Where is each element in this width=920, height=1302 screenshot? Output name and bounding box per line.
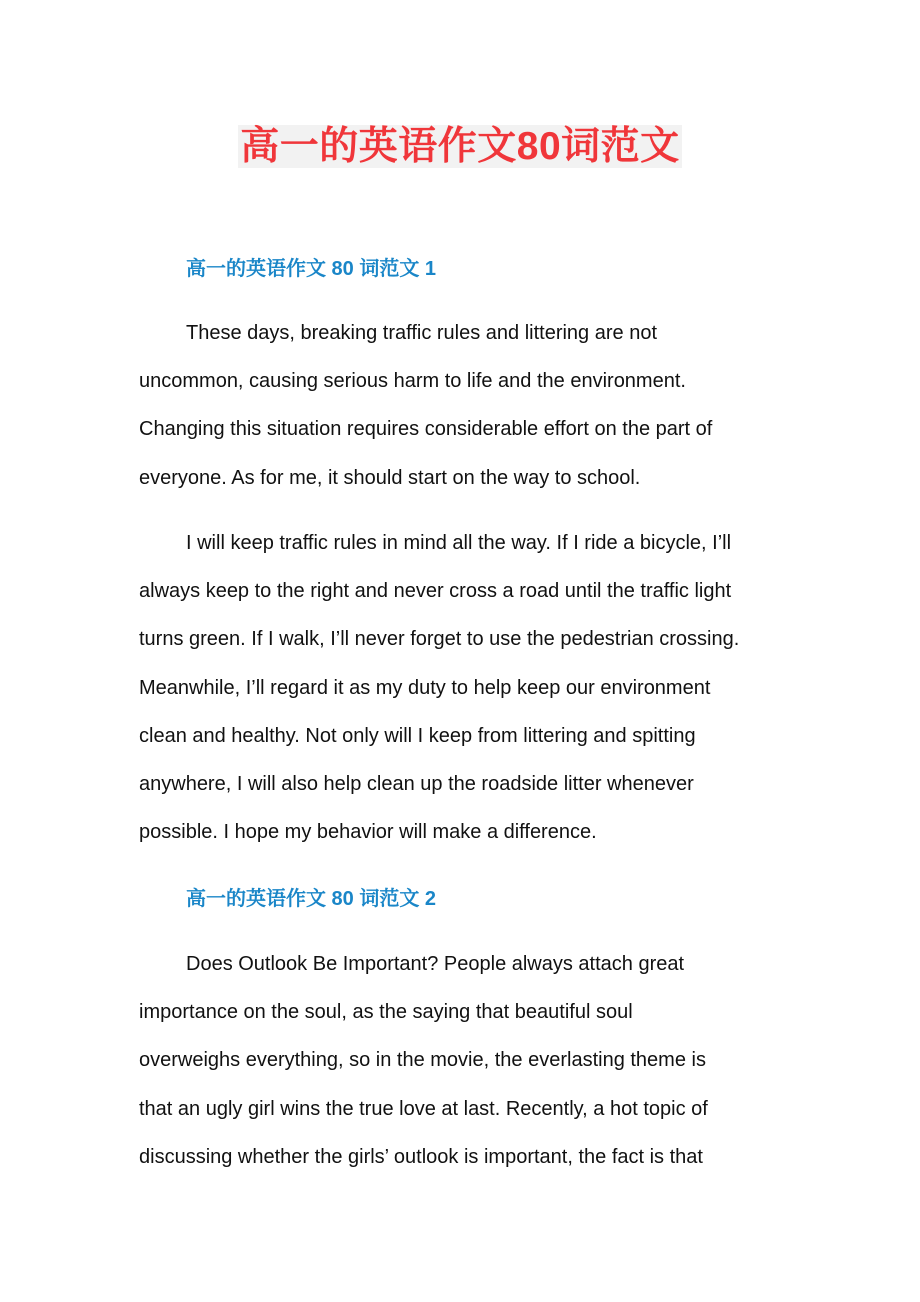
text-line: discussing whether the girls’ outlook is important, the fact is that [139,1145,703,1168]
text-line: overweighs everything, so in the movie, the everlasting theme is [139,1049,706,1072]
text-line: possible. I hope my behavior will make a difference. [139,821,597,844]
section-2-heading: 高一的英语作文 80 词范文 2 [186,888,437,910]
text-line: Changing this situation requires considerable effort on the part of [139,418,713,441]
section-1-paragraph-1 [139,309,799,502]
text-line: that an ugly girl wins the true love at last. Recently, a hot topic of [139,1097,708,1120]
section-1-paragraph-2 [139,519,799,856]
text-line: Does Outlook Be Important? People always attach great [186,953,685,975]
document-title [0,118,920,176]
text-line: anywhere, I will also help clean up the roadside litter whenever [139,773,694,796]
text-line: uncommon, causing serious harm to life and the environment. [139,370,686,393]
text-line: clean and healthy. Not only will I keep from littering and spitting [139,724,696,747]
section-2-paragraph-1 [139,940,799,1181]
section-1-heading: 高一的英语作文 80 词范文 1 [186,258,437,280]
text-line: I will keep traffic rules in mind all the way. If I ride a bicycle, I’ll [186,532,732,554]
text-line: turns green. If I walk, I’ll never forget to use the pedestrian crossing. [139,628,740,651]
text-line: importance on the soul, as the saying that beautiful soul [139,1001,633,1024]
text-line: everyone. As for me, it should start on the way to school. [139,466,641,489]
text-line: always keep to the right and never cross a road until the traffic light [139,580,732,603]
text-line: Meanwhile, I’ll regard it as my duty to help keep our environment [139,676,711,699]
document-title-text: 高一的英语作文80词范文 [240,125,680,168]
text-line: These days, breaking traffic rules and littering are not [186,322,657,344]
